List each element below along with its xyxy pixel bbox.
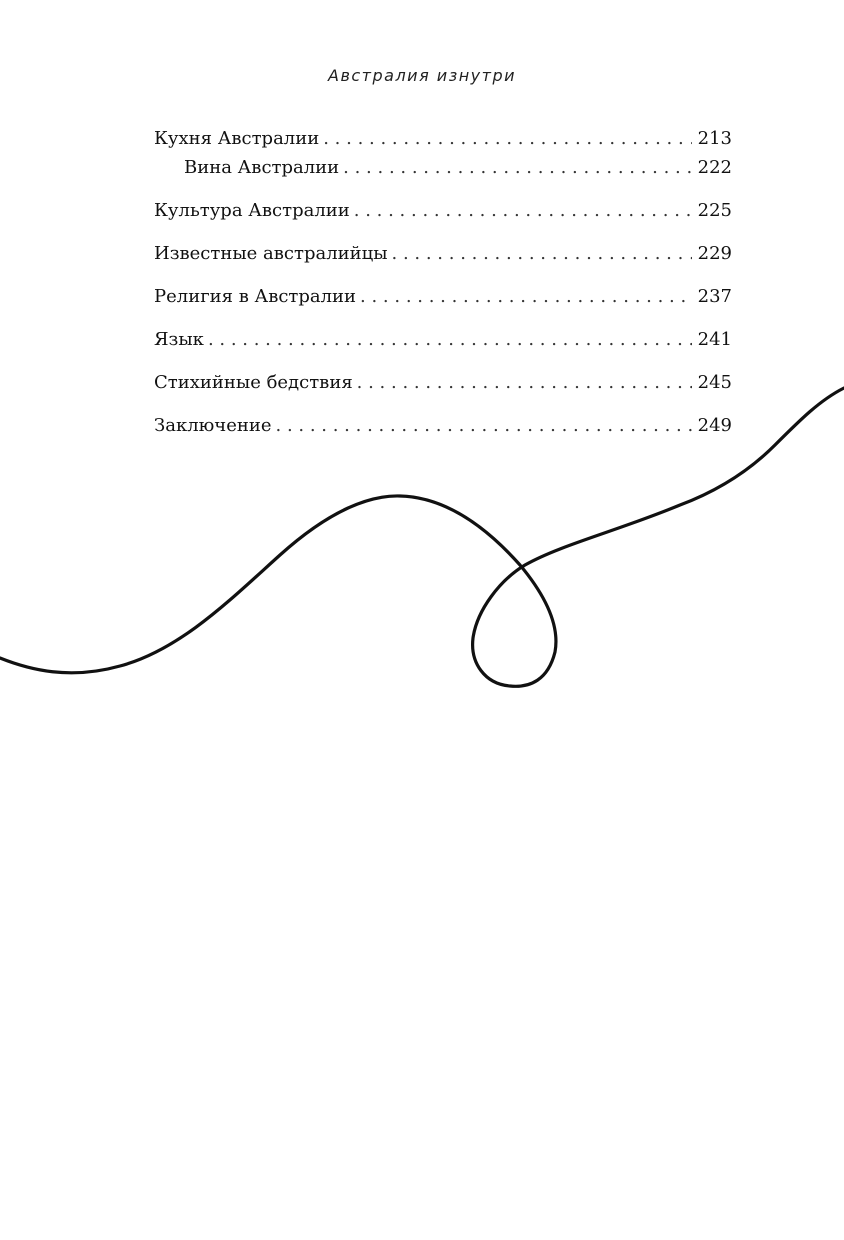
dot-leader	[208, 328, 692, 352]
toc-entry-title: Культура Австралии	[154, 200, 350, 221]
toc-entry	[154, 328, 732, 352]
table-of-contents	[154, 127, 732, 438]
toc-entry	[154, 285, 732, 309]
dot-leader	[323, 127, 691, 151]
toc-entry-title: Кухня Австралии	[154, 128, 320, 149]
toc-entry-page: 225	[697, 200, 732, 221]
toc-entry-title: Стихийные бедствия	[154, 372, 353, 393]
dot-leader	[354, 199, 692, 223]
toc-entry-title: Известные австралийцы	[154, 243, 388, 264]
toc-entry-page: 237	[697, 286, 732, 307]
toc-entry-page: 245	[697, 372, 732, 393]
dot-leader	[343, 156, 691, 180]
dot-leader	[357, 371, 692, 395]
toc-entry-page: 241	[697, 329, 732, 350]
toc-entry-page: 229	[697, 243, 732, 264]
toc-entry	[154, 127, 732, 151]
toc-entry	[154, 199, 732, 223]
toc-entry-title: Вина Австралии	[184, 157, 340, 178]
toc-entry	[154, 242, 732, 266]
toc-entry-title: Заключение	[154, 415, 272, 436]
toc-entry	[154, 371, 732, 395]
toc-entry-title: Религия в Австралии	[154, 286, 357, 307]
dot-leader	[276, 414, 692, 438]
toc-subentry	[154, 156, 732, 180]
toc-entry-page: 222	[697, 157, 732, 178]
dot-leader	[392, 242, 692, 266]
toc-entry	[154, 414, 732, 438]
toc-entry-page: 213	[697, 128, 732, 149]
running-title: Австралия изнутри	[328, 66, 516, 85]
dot-leader	[360, 285, 692, 309]
toc-entry-page: 249	[697, 415, 732, 436]
toc-entry-title: Язык	[154, 329, 204, 350]
